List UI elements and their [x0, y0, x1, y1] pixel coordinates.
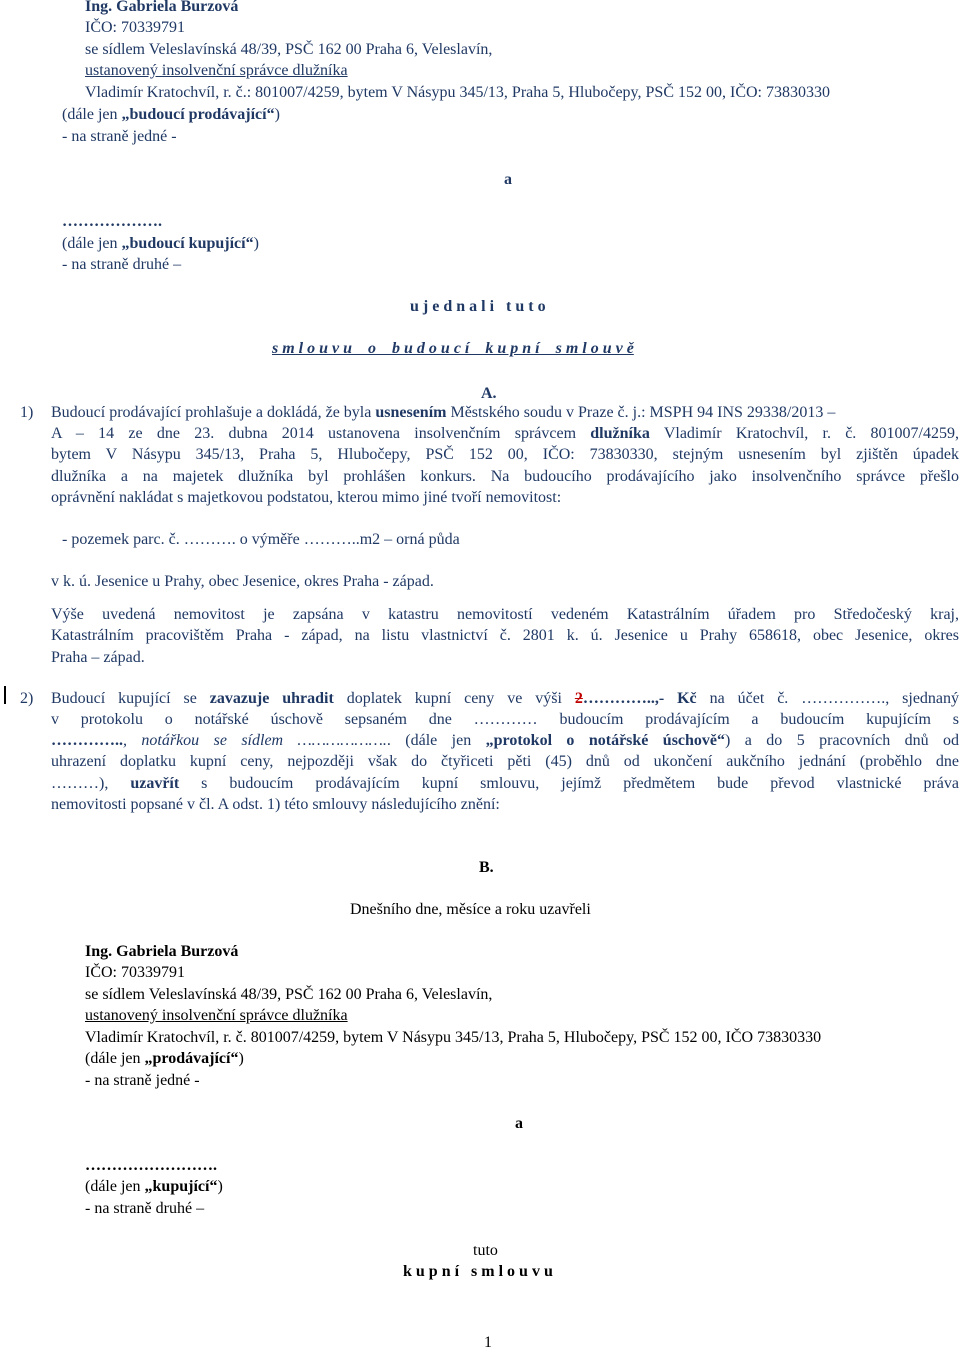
p2-l3-e: ) a do 5 pracovních dnů od [725, 732, 960, 749]
agreed-line: u j e d n a l i t u t o [410, 298, 546, 315]
b-role: ustanovený insolvenční správce dlužníka [85, 1007, 348, 1024]
b-debtor: Vladimír Kratochvíl, r. č. 801007/4259, bytem V Násypu 345/13, Praha 5, Hlubočepy, PSČ 152 00, IČO 73830330 [85, 1029, 822, 1046]
buyer-alias [62, 234, 259, 254]
section-b-date-line: Dnešního dne, měsíce a roku uzavřeli [350, 901, 591, 918]
section-a-heading: A. [481, 385, 497, 402]
p2-l1-a: Budoucí kupující se [51, 690, 210, 707]
p2-l5-b: uzavřít [130, 775, 180, 792]
b-buyer-alias-name: „kupující“ [144, 1178, 218, 1195]
b-side: - na straně jedné - [85, 1072, 200, 1089]
b-buyer-alias-prefix: (dále jen [85, 1178, 145, 1195]
b-alias-name: „prodávající“ [144, 1050, 239, 1067]
header-debtor [85, 83, 830, 103]
and-1: a [504, 171, 512, 188]
p2-l3-d: „protokol o notářské úschově“ [485, 732, 726, 749]
b-name: Ing. Gabriela Burzová [85, 943, 239, 960]
registry-line-1: Výše uvedená nemovitost je zapsána v katastru nemovitostí vedeném Katastrálním úřadem pro Středočeský kraj, [51, 606, 959, 623]
b-ico: IČO: 70339791 [85, 964, 185, 981]
p2-line-3 [51, 731, 959, 751]
section-b-heading: B. [479, 859, 494, 876]
registry-line-3: Praha – západ. [51, 649, 145, 666]
header-name: Ing. Gabriela Burzová [85, 0, 239, 15]
b-alias-suffix: ) [238, 1050, 244, 1067]
p2-line-1 [51, 689, 959, 709]
p1-l2-c: Vladimír Kratochvíl, r. č. 801007/4259, [649, 425, 959, 442]
b-alias-prefix: (dále jen [85, 1050, 145, 1067]
p1-line-2 [51, 424, 959, 444]
p2-l1-c: doplatek kupní ceny ve výši [333, 690, 575, 707]
header-side: - na straně jedné - [62, 128, 177, 145]
alias-name: „budoucí prodávající“ [121, 106, 275, 123]
cadastral-area: v k. ú. Jesenice u Prahy, obec Jesenice, okres Praha - západ. [51, 573, 434, 590]
parcel-line: - pozemek parc. č. ………. o výměře ………..m2 – orná půda [62, 531, 460, 548]
b-buyer-dots: ……………………. [85, 1157, 217, 1174]
p1-l1-b: usnesením [375, 404, 447, 421]
b-alias [85, 1049, 244, 1069]
p2-l3-c: . (dále jen [386, 732, 486, 749]
b-buyer-alias [85, 1177, 223, 1197]
debtor-rest: : 801007/4259, bytem V Násypu 345/13, Praha 5, Hlubočepy, PSČ 152 00, IČO: 73830330 [246, 84, 830, 101]
alias-prefix: (dále jen [62, 106, 122, 123]
header-role: ustanovený insolvenční správce dlužníka [85, 62, 348, 79]
b-buyer-side: - na straně druhé – [85, 1200, 205, 1217]
debtor-prefix: Vladimír Kratochvíl, r. č. [85, 84, 247, 101]
b-seat: se sídlem Veleslavínská 48/39, PSČ 162 00 Praha 6, Veleslavín, [85, 986, 493, 1003]
p2-l1-amount: …………..,- Kč [582, 690, 697, 707]
p2-l5-c: s budoucím prodávajícím kupní smlouvu, jejímž předmětem bude převod vlastnické práva [179, 775, 960, 792]
p2-line-6: nemovitosti popsané v čl. A odst. 1) této smlouvy následujícího znění: [51, 796, 500, 813]
p2-line-2: v protokolu o notářské úschově sepsaném dne ………… budoucím prodávajícím a budoucím kupujícím s [51, 711, 959, 728]
buyer-alias-prefix: (dále jen [62, 235, 122, 252]
registry-line-2: Katastrálním pracovištěm Praha - západ, na listu vlastnictví č. 2801 k. ú. Jesenice u Prahy 658618, obec Jesenice, okres [51, 627, 959, 644]
p1-line-5: oprávnění nakládat s majetkovou podstatou, kterou mimo jiné tvoří nemovitost: [51, 489, 562, 506]
b-final-title: k u p n í s m l o u v u [403, 1263, 553, 1280]
p2-line-5 [51, 774, 959, 794]
buyer-alias-suffix: ) [253, 235, 259, 252]
p2-l1-f: na účet č. ……………., sjednaný [696, 690, 960, 707]
p2-l3-b: , notářkou se sídlem ………………. [123, 732, 387, 749]
p2-l1-struck-digit: 2 [574, 690, 583, 707]
header-seat: se sídlem Veleslavínská 48/39, PSČ 162 00 Praha 6, Veleslavín, [85, 41, 493, 58]
p1-line-3: bytem V Násypu 345/13, Praha 5, Hlubočepy, PSČ 152 00, IČO: 73830330, stejným usnesením byl zjištěn úpadek [51, 446, 959, 463]
p1-l2-b: dlužníka [590, 425, 650, 442]
page-number: 1 [484, 1334, 492, 1351]
p2-line-4: uhrazení doplatku kupní ceny, nejpozději však do čtyřiceti pěti (45) dnů od ukončení aukčního jednání (proběhlo dne [51, 753, 959, 770]
b-buyer-alias-suffix: ) [217, 1178, 223, 1195]
header-ico: IČO: 70339791 [85, 19, 185, 36]
p1-l1-c: Městského soudu v Praze č. j.: MSPH 94 INS 29338/2013 – [446, 404, 836, 421]
b-tuto: tuto [473, 1242, 498, 1259]
p1-l1-a: Budoucí prodávající prohlašuje a dokládá, že byla [51, 404, 376, 421]
b-and: a [515, 1115, 523, 1132]
p1-line-1 [51, 403, 835, 423]
buyer-dots: ………………. [62, 213, 162, 230]
p2-number: 2) [20, 690, 34, 707]
p1-line-4: dlužníka a na majetek dlužníka byl prohlášen konkurs. Na budoucího prodávajícího jako insolvenčního správce přešlo [51, 468, 959, 485]
contract-title: s m l o u v u o b u d o u c í k u p n í s m l o u v ě [272, 340, 634, 357]
p2-l5-a: ………), [51, 775, 131, 792]
p2-l3-a: ………….. [51, 732, 123, 749]
p1-l2-a: A – 14 ze dne 23. dubna 2014 ustanovena insolvenčním správcem [51, 425, 591, 442]
buyer-side: - na straně druhé – [62, 256, 182, 273]
revision-change-bar [4, 686, 6, 704]
p1-number: 1) [20, 404, 34, 421]
p2-l1-b: zavazuje uhradit [209, 690, 334, 707]
alias-suffix: ) [274, 106, 280, 123]
header-alias [62, 105, 280, 125]
buyer-alias-name: „budoucí kupující“ [121, 235, 254, 252]
